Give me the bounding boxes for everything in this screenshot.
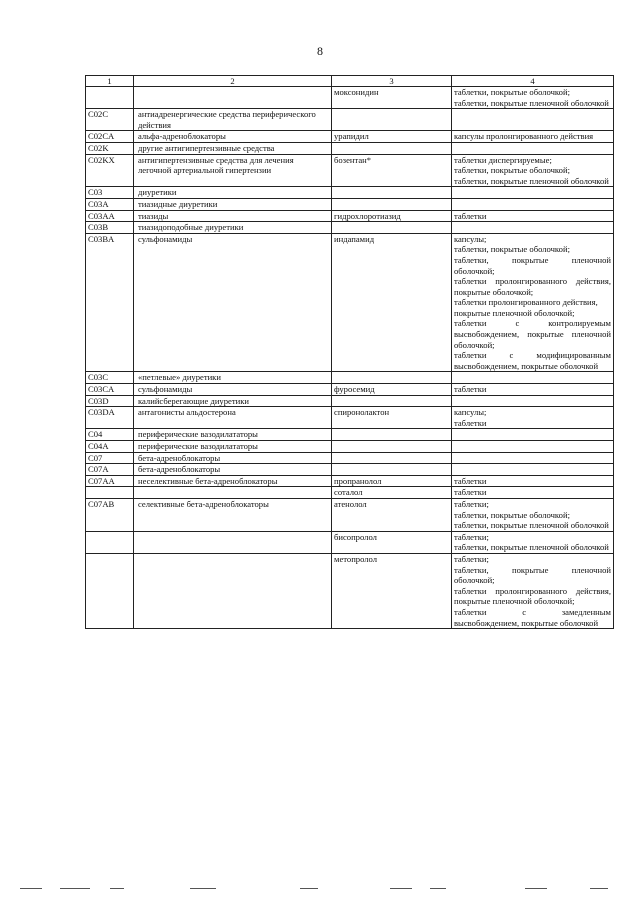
group-name-cell [134,487,332,499]
table-row [86,384,614,396]
header-col-4: 4 [452,76,614,87]
dosage-forms-line: таблетки, покрытые оболочкой; [454,244,570,255]
dosage-forms-line: таблетки, покрытые пленочной оболочкой [454,175,609,186]
dosage-forms-line: капсулы; [454,407,487,418]
group-name-line: антигипертензивные средства для лечения легочной артериальной гипертензии [138,154,294,176]
atc-code-cell: C07AB [86,498,134,531]
group-name-cell [134,142,332,154]
atc-code-cell: C03BA [86,233,134,372]
group-name-cell [134,553,332,628]
group-name-cell [134,407,332,429]
dosage-forms-cell [452,384,614,396]
drug-name-line: спиронолактон [334,407,390,418]
dosage-forms-line: таблетки [454,475,487,486]
drug-name-line: гидрохлоротиазид [334,210,401,221]
group-name-cell [134,429,332,441]
atc-code-cell [86,87,134,109]
dosage-forms-line: таблетки [454,487,487,498]
drug-name-cell [332,87,452,109]
dosage-forms-line: таблетки пролонгированного действия, покрытые оболочкой; [454,276,611,297]
dosage-forms-cell [452,531,614,553]
dosage-forms-line: таблетки пролонгированного действия, [454,297,598,308]
page-number: 8 [317,44,323,58]
dosage-forms-line: капсулы; [454,233,487,244]
table-row [86,187,614,199]
drug-name-cell [332,372,452,384]
dosage-forms-cell [452,142,614,154]
drug-name-cell [332,395,452,407]
dosage-forms-cell [452,553,614,628]
table-row [86,531,614,553]
dosage-forms-line: таблетки; [454,498,489,509]
dosage-forms-cell [452,498,614,531]
group-name-line: селективные бета-адреноблокаторы [138,498,269,509]
drug-name-cell [332,553,452,628]
atc-code-cell: C02K [86,142,134,154]
dosage-forms-cell [452,233,614,372]
drug-name-cell [332,142,452,154]
dosage-forms-cell [452,407,614,429]
dosage-forms-line: таблетки диспергируемые; [454,154,552,165]
footer-scan-marks [0,888,640,892]
dosage-forms-line: таблетки [454,210,487,221]
group-name-line: периферические вазодилататоры [138,429,258,440]
dosage-forms-line: таблетки, покрытые пленочной оболочкой; [454,254,611,276]
drug-name-line: фуросемид [334,384,375,395]
dosage-forms-cell [452,87,614,109]
atc-code-cell: C03DA [86,407,134,429]
atc-code-cell: C03C [86,372,134,384]
dosage-forms-cell [452,441,614,453]
dosage-forms-cell [452,475,614,487]
drug-name-cell [332,198,452,210]
group-name-line: тиазиды [138,210,169,221]
table-header-row [86,76,614,87]
atc-code-cell: C07AA [86,475,134,487]
group-name-cell [134,498,332,531]
group-name-line: тиазидные диуретики [138,198,218,209]
drug-name-line: метопролол [334,553,378,564]
group-name-line: альфа-адреноблокаторы [138,131,226,142]
atc-code-cell: C02KX [86,154,134,187]
drug-name-cell [332,531,452,553]
atc-code-cell: C03D [86,395,134,407]
drug-name-cell [332,498,452,531]
drug-name-cell [332,187,452,199]
drug-name-cell [332,210,452,222]
dosage-forms-cell [452,109,614,131]
dosage-forms-line: таблетки с контролируемым высвобождением, покрытые пленочной оболочкой; [454,318,611,350]
drug-name-cell [332,233,452,372]
group-name-line: бета-адреноблокаторы [138,464,221,475]
table-row [86,498,614,531]
dosage-forms-line: таблетки с модифицированным высвобождением, покрытые оболочкой [454,350,611,371]
drug-name-cell [332,154,452,187]
atc-code-cell: C02CA [86,131,134,143]
group-name-cell [134,187,332,199]
dosage-forms-line: таблетки пролонгированного действия, покрытые пленочной оболочкой; [454,585,611,607]
dosage-forms-line: капсулы пролонгированного действия [454,131,594,142]
table-row [86,131,614,143]
header-col-2: 2 [134,76,332,87]
table-row [86,109,614,131]
group-name-cell [134,384,332,396]
group-name-cell [134,372,332,384]
dosage-forms-line: таблетки, покрытые пленочной оболочкой [454,542,609,553]
header-col-3: 3 [332,76,452,87]
group-name-cell [134,395,332,407]
table-row [86,395,614,407]
atc-code-cell: C04 [86,429,134,441]
group-name-line: тиазидоподобные диуретики [138,222,244,233]
drug-name-cell [332,475,452,487]
atc-code-cell: C03A [86,198,134,210]
table-row [86,441,614,453]
dosage-forms-cell [452,131,614,143]
drug-name-cell [332,452,452,464]
group-name-line: сульфонамиды [138,233,193,244]
atc-code-cell: C07A [86,464,134,476]
dosage-forms-line: таблетки [454,417,487,428]
header-col-1: 1 [86,76,134,87]
drug-name-cell [332,407,452,429]
table-row [86,233,614,372]
table-row [86,372,614,384]
atc-code-cell: C04A [86,441,134,453]
dosage-forms-cell [452,198,614,210]
dosage-forms-cell [452,210,614,222]
group-name-line: калийсберегающие диуретики [138,395,249,406]
dosage-forms-cell [452,452,614,464]
dosage-forms-cell [452,395,614,407]
group-name-cell [134,464,332,476]
atc-code-cell: C07 [86,452,134,464]
group-name-cell [134,441,332,453]
table-row [86,464,614,476]
table-row [86,407,614,429]
group-name-cell [134,531,332,553]
drug-name-line: пропранолол [334,475,382,486]
atc-code-cell [86,531,134,553]
table-row [86,87,614,109]
dosage-forms-line: таблетки, покрытые оболочкой; [454,509,570,520]
dosage-forms-line: таблетки с замедленным высвобождением, покрытые оболочкой [454,606,611,628]
drug-name-cell [332,131,452,143]
group-name-line: неселективные бета-адреноблокаторы [138,475,278,486]
group-name-cell [134,452,332,464]
group-name-line: диуретики [138,187,177,198]
dosage-forms-line: таблетки; [454,531,489,542]
drug-name-line: бисопролол [334,531,377,542]
table-row [86,142,614,154]
group-name-cell [134,233,332,372]
dosage-forms-cell [452,154,614,187]
table-row [86,487,614,499]
drug-name-cell [332,464,452,476]
drug-name-cell [332,441,452,453]
table-row [86,429,614,441]
group-name-cell [134,87,332,109]
atc-code-cell [86,553,134,628]
dosage-forms-cell [452,429,614,441]
group-name-cell [134,131,332,143]
dosage-forms-cell [452,222,614,234]
dosage-forms-line: таблетки [454,384,487,395]
medicines-table [85,75,614,629]
group-name-line: антагонисты альдостерона [138,407,236,418]
group-name-cell [134,222,332,234]
group-name-line: антиадренергические средства периферического действия [138,109,316,130]
dosage-forms-line: таблетки; [454,553,489,564]
dosage-forms-cell [452,187,614,199]
drug-name-cell [332,384,452,396]
table-row [86,154,614,187]
table-row [86,198,614,210]
dosage-forms-line: таблетки, покрытые пленочной оболочкой; [454,564,611,586]
drug-name-line: соталол [334,487,363,498]
dosage-forms-cell [452,487,614,499]
drug-name-line: индапамид [334,233,375,244]
drug-name-line: моксонидин [334,87,379,97]
drug-name-cell [332,429,452,441]
group-name-cell [134,154,332,187]
table-row [86,452,614,464]
group-name-cell [134,198,332,210]
drug-name-cell [332,487,452,499]
drug-name-line: урапидил [334,131,369,142]
drug-name-line: бозентан* [334,154,372,165]
atc-code-cell: C03AA [86,210,134,222]
group-name-cell [134,475,332,487]
dosage-forms-cell [452,464,614,476]
atc-code-cell: C02C [86,109,134,131]
group-name-line: сульфонамиды [138,384,193,395]
atc-code-cell: C03B [86,222,134,234]
dosage-forms-cell [452,372,614,384]
table-row [86,553,614,628]
table-row [86,222,614,234]
atc-code-cell: C03CA [86,384,134,396]
drug-name-cell [332,109,452,131]
group-name-cell [134,210,332,222]
drug-name-line: атенолол [334,498,367,509]
dosage-forms-line: таблетки, покрытые пленочной оболочкой [454,520,609,531]
dosage-forms-line: таблетки, покрытые пленочной оболочкой [454,97,609,108]
dosage-forms-line: таблетки, покрытые оболочкой; [454,165,570,176]
group-name-line: «петлевые» диуретики [138,372,221,383]
table-row [86,210,614,222]
dosage-forms-line: покрытые пленочной оболочкой; [454,307,575,318]
atc-code-cell: C03 [86,187,134,199]
drug-name-cell [332,222,452,234]
group-name-line: периферические вазодилататоры [138,441,258,451]
table-row [86,475,614,487]
dosage-forms-line: таблетки, покрытые оболочкой; [454,87,570,97]
group-name-cell [134,109,332,131]
atc-code-cell [86,487,134,499]
group-name-line: другие антигипертензивные средства [138,142,275,153]
group-name-line: бета-адреноблокаторы [138,452,221,463]
